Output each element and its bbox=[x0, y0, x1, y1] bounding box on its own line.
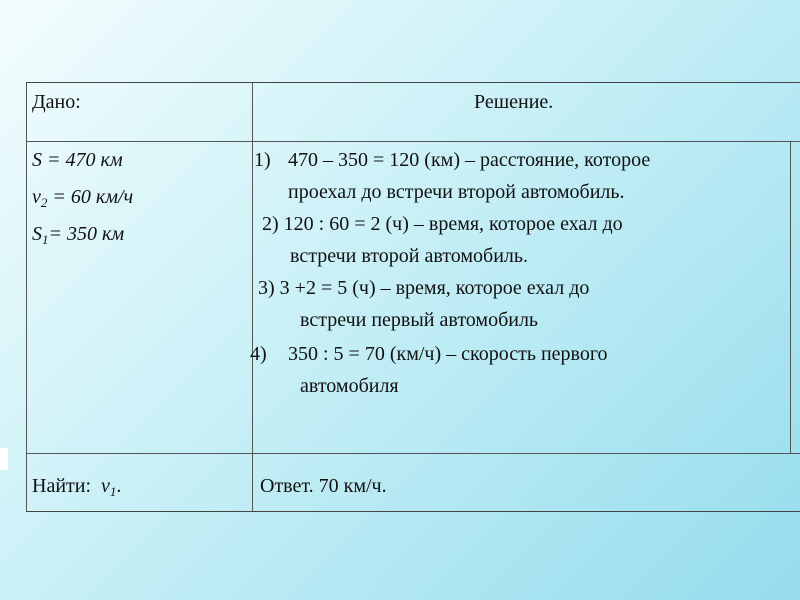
left-border bbox=[26, 83, 27, 511]
step-1-line-2: проехал до встречи второй автомобиль. bbox=[288, 181, 625, 203]
step-2-line-2: встречи второй автомобиль. bbox=[290, 245, 529, 267]
column-divider bbox=[252, 83, 253, 511]
given-value: = 60 км/ч bbox=[47, 186, 134, 208]
header-row-divider bbox=[26, 141, 800, 142]
step-4-line-1: 350 : 5 = 70 (км/ч) – скорость первого bbox=[288, 343, 608, 365]
solution-header: Решение. bbox=[474, 91, 554, 113]
find-subscript: 1 bbox=[109, 484, 117, 499]
given-value: = 470 км bbox=[42, 149, 123, 171]
given-value: = 350 км bbox=[48, 223, 125, 245]
find-var: v bbox=[101, 475, 110, 497]
given-var: S bbox=[32, 223, 42, 245]
given-var: S bbox=[32, 149, 42, 171]
step-1-number: 1) bbox=[254, 149, 271, 171]
given-header: Дано: bbox=[32, 91, 81, 113]
step-3-line-2: встречи первый автомобиль bbox=[300, 309, 539, 331]
answer-text: Ответ. 70 км/ч. bbox=[260, 475, 387, 497]
given-total-distance bbox=[32, 147, 123, 173]
footer-row-divider bbox=[26, 453, 800, 454]
task-table bbox=[26, 82, 800, 512]
find-label bbox=[32, 473, 121, 499]
step-3-line-1: 3) 3 +2 = 5 (ч) – время, которое ехал до bbox=[258, 277, 590, 299]
slide-edge-marker bbox=[0, 448, 8, 470]
step-4-number: 4) bbox=[250, 343, 267, 365]
given-second-speed bbox=[32, 184, 133, 210]
given-first-distance bbox=[32, 221, 124, 247]
given-subscript: 1 bbox=[42, 232, 49, 247]
given-var: v bbox=[32, 186, 41, 208]
find-text: Найти: bbox=[32, 475, 92, 497]
find-suffix: . bbox=[116, 475, 122, 497]
given-subscript: 2 bbox=[40, 195, 48, 210]
narrow-column-divider bbox=[790, 141, 791, 453]
step-4-line-2: автомобиля bbox=[300, 375, 399, 397]
step-2-line-1: 2) 120 : 60 = 2 (ч) – время, которое ехал до bbox=[262, 213, 623, 235]
step-1-line-1: 470 – 350 = 120 (км) – расстояние, которое bbox=[288, 149, 651, 171]
